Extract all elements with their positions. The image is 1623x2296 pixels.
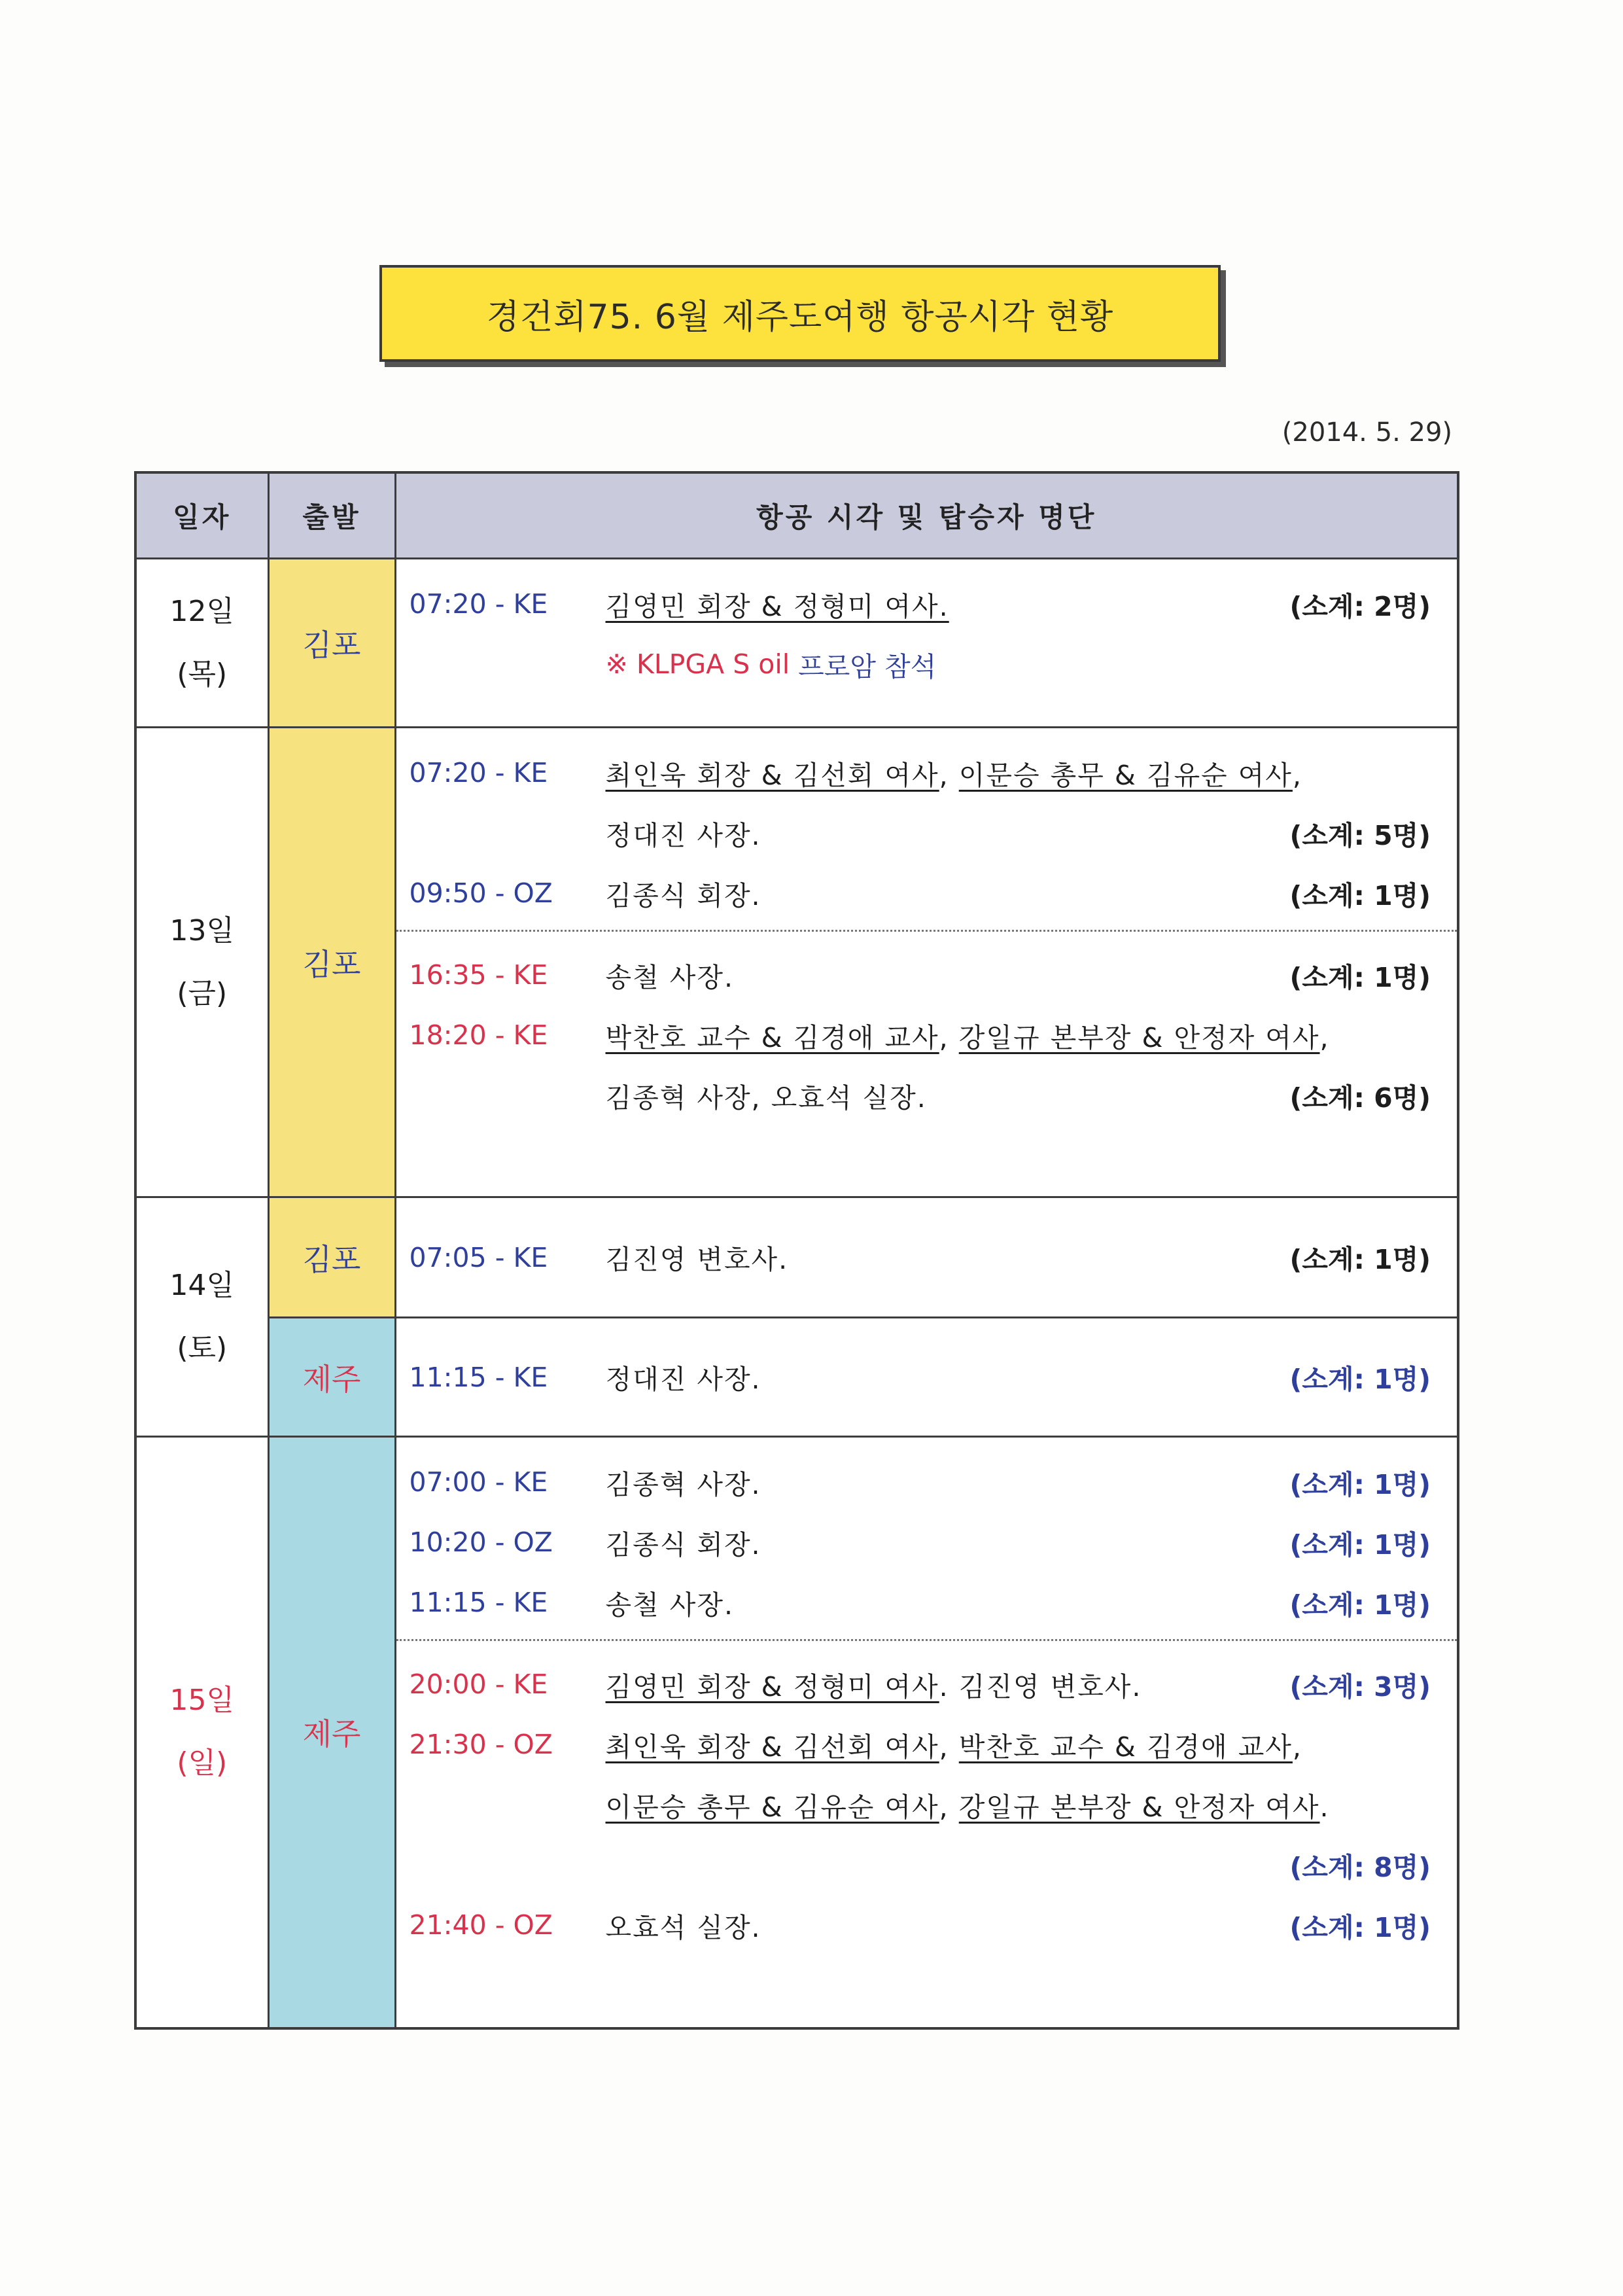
flight-line (410, 1347, 1431, 1407)
flight-line (410, 1227, 1431, 1288)
flight-line (410, 1895, 1431, 1955)
subtotal: (소계: 1명) (1289, 1911, 1431, 1943)
passenger-names: 김종혁 사장, 오효석 실장. (605, 1082, 927, 1114)
flights-cell-12 (395, 559, 1458, 728)
table-row-15 (135, 1437, 1458, 2028)
passenger-names: 김영민 회장 & 정형미 여사. (605, 590, 949, 622)
subtotal: (소계: 3명) (1289, 1670, 1431, 1703)
flight-line (410, 1512, 1431, 1572)
day-cell-15 (135, 1437, 268, 2028)
flight-time: 11:15 - KE (409, 1587, 548, 1618)
table-row-13 (135, 728, 1458, 1197)
note-text: 프로암 참석 (798, 650, 937, 682)
weekday-label: (일) (177, 1746, 228, 1780)
day-label: 14일 (169, 1268, 234, 1302)
flight-line (410, 863, 1431, 923)
passenger-names: 송철 사장. (605, 1589, 734, 1621)
subtotal: (소계: 1명) (1289, 961, 1431, 993)
subtotal-line (410, 1835, 1431, 1895)
flight-time: 18:20 - KE (409, 1019, 548, 1051)
flight-line (410, 1714, 1431, 1775)
passenger-names: 오효석 실장. (605, 1911, 761, 1943)
header-date: 일자 (135, 472, 268, 559)
passenger-names: 최인욱 회장 & 김선회 여사, 박찬호 교수 & 김경애 교사, (605, 1731, 1302, 1763)
passenger-names: 정대진 사장. (605, 1364, 761, 1395)
subtotal: (소계: 1명) (1289, 1364, 1431, 1395)
flight-time: 07:05 - KE (409, 1241, 548, 1273)
subtotal: (소계: 1명) (1289, 1468, 1431, 1500)
passenger-names: 정대진 사장. (605, 819, 761, 851)
passenger-names: 김영민 회장 & 정형미 여사. 김진영 변호사. (605, 1670, 1142, 1703)
day-label: 13일 (169, 913, 234, 947)
flights-cell-14a (395, 1197, 1458, 1318)
departure-jeju: 제주 (268, 1318, 395, 1437)
passenger-names: 송철 사장. (605, 961, 734, 993)
subtotal: (소계: 1명) (1289, 1244, 1431, 1275)
day-label: 12일 (169, 594, 234, 628)
flight-time: 07:20 - KE (409, 757, 548, 788)
flight-line (410, 1005, 1431, 1065)
flight-time: 11:15 - KE (409, 1361, 548, 1393)
flight-time: 07:00 - KE (409, 1466, 548, 1498)
subtotal: (소계: 1명) (1289, 1528, 1431, 1561)
flights-cell-13 (395, 728, 1458, 1197)
table-row-14a (135, 1197, 1458, 1318)
passenger-names: 김종식 회장. (605, 879, 761, 911)
day-cell-13 (135, 728, 268, 1197)
weekday-label: (금) (177, 976, 228, 1010)
departure-jeju: 제주 (268, 1437, 395, 2028)
departure-gimpo: 김포 (268, 559, 395, 728)
weekday-label: (토) (177, 1331, 228, 1365)
passenger-names: 김종혁 사장. (605, 1468, 761, 1500)
day-cell-12 (135, 559, 268, 728)
subtotal: (소계: 8명) (1289, 1851, 1431, 1883)
subtotal: (소계: 1명) (1289, 879, 1431, 911)
flight-line-continued (410, 803, 1431, 863)
flight-line (410, 1452, 1431, 1512)
flight-time: 16:35 - KE (409, 959, 548, 991)
dotted-divider (396, 930, 1457, 932)
note-line (410, 634, 1431, 694)
flight-line-continued (410, 1065, 1431, 1125)
passenger-names: 박찬호 교수 & 김경애 교사, 강일규 본부장 & 안정자 여사, (605, 1021, 1330, 1053)
subtotal: (소계: 2명) (1289, 590, 1431, 622)
departure-gimpo: 김포 (268, 728, 395, 1197)
passenger-names: 김진영 변호사. (605, 1244, 789, 1275)
passenger-names: 이문승 총무 & 김유순 여사, 강일규 본부장 & 안정자 여사. (605, 1791, 1330, 1823)
flights-cell-15 (395, 1437, 1458, 2028)
departure-gimpo: 김포 (268, 1197, 395, 1318)
table-header-row (135, 472, 1458, 559)
table-row-14b (135, 1318, 1458, 1437)
flight-line (410, 1572, 1431, 1633)
flights-cell-14b (395, 1318, 1458, 1437)
day-label: 15일 (169, 1684, 234, 1718)
header-flights: 항공 시각 및 탑승자 명단 (395, 472, 1458, 559)
flight-time: 21:40 - OZ (409, 1909, 553, 1941)
flight-line (410, 945, 1431, 1005)
weekday-label: (목) (177, 657, 228, 691)
flight-line (410, 1654, 1431, 1714)
header-departure: 출발 (268, 472, 395, 559)
flight-time: 10:20 - OZ (409, 1527, 553, 1558)
flight-time: 20:00 - KE (409, 1669, 548, 1700)
table-row-12 (135, 559, 1458, 728)
subtotal: (소계: 1명) (1289, 1589, 1431, 1621)
subtotal: (소계: 5명) (1289, 819, 1431, 851)
flight-line-continued (410, 1775, 1431, 1835)
subtotal: (소계: 6명) (1289, 1082, 1431, 1114)
flight-time: 09:50 - OZ (409, 877, 553, 909)
document-date: (2014. 5. 29) (1282, 417, 1452, 448)
flight-time: 21:30 - OZ (409, 1729, 553, 1760)
flight-line (410, 743, 1431, 803)
dotted-divider (396, 1639, 1457, 1641)
flight-schedule-table (134, 471, 1459, 2030)
passenger-names: 최인욱 회장 & 김선회 여사, 이문승 총무 & 김유순 여사, (605, 759, 1302, 791)
document-title: 경건회75. 6월 제주도여행 항공시각 현황 (379, 265, 1221, 362)
note-mark: ※ KLPGA S oil (605, 648, 790, 680)
passenger-names: 김종식 회장. (605, 1528, 761, 1561)
day-cell-14 (135, 1197, 268, 1437)
flight-line (410, 574, 1431, 634)
flight-time: 07:20 - KE (409, 588, 548, 620)
